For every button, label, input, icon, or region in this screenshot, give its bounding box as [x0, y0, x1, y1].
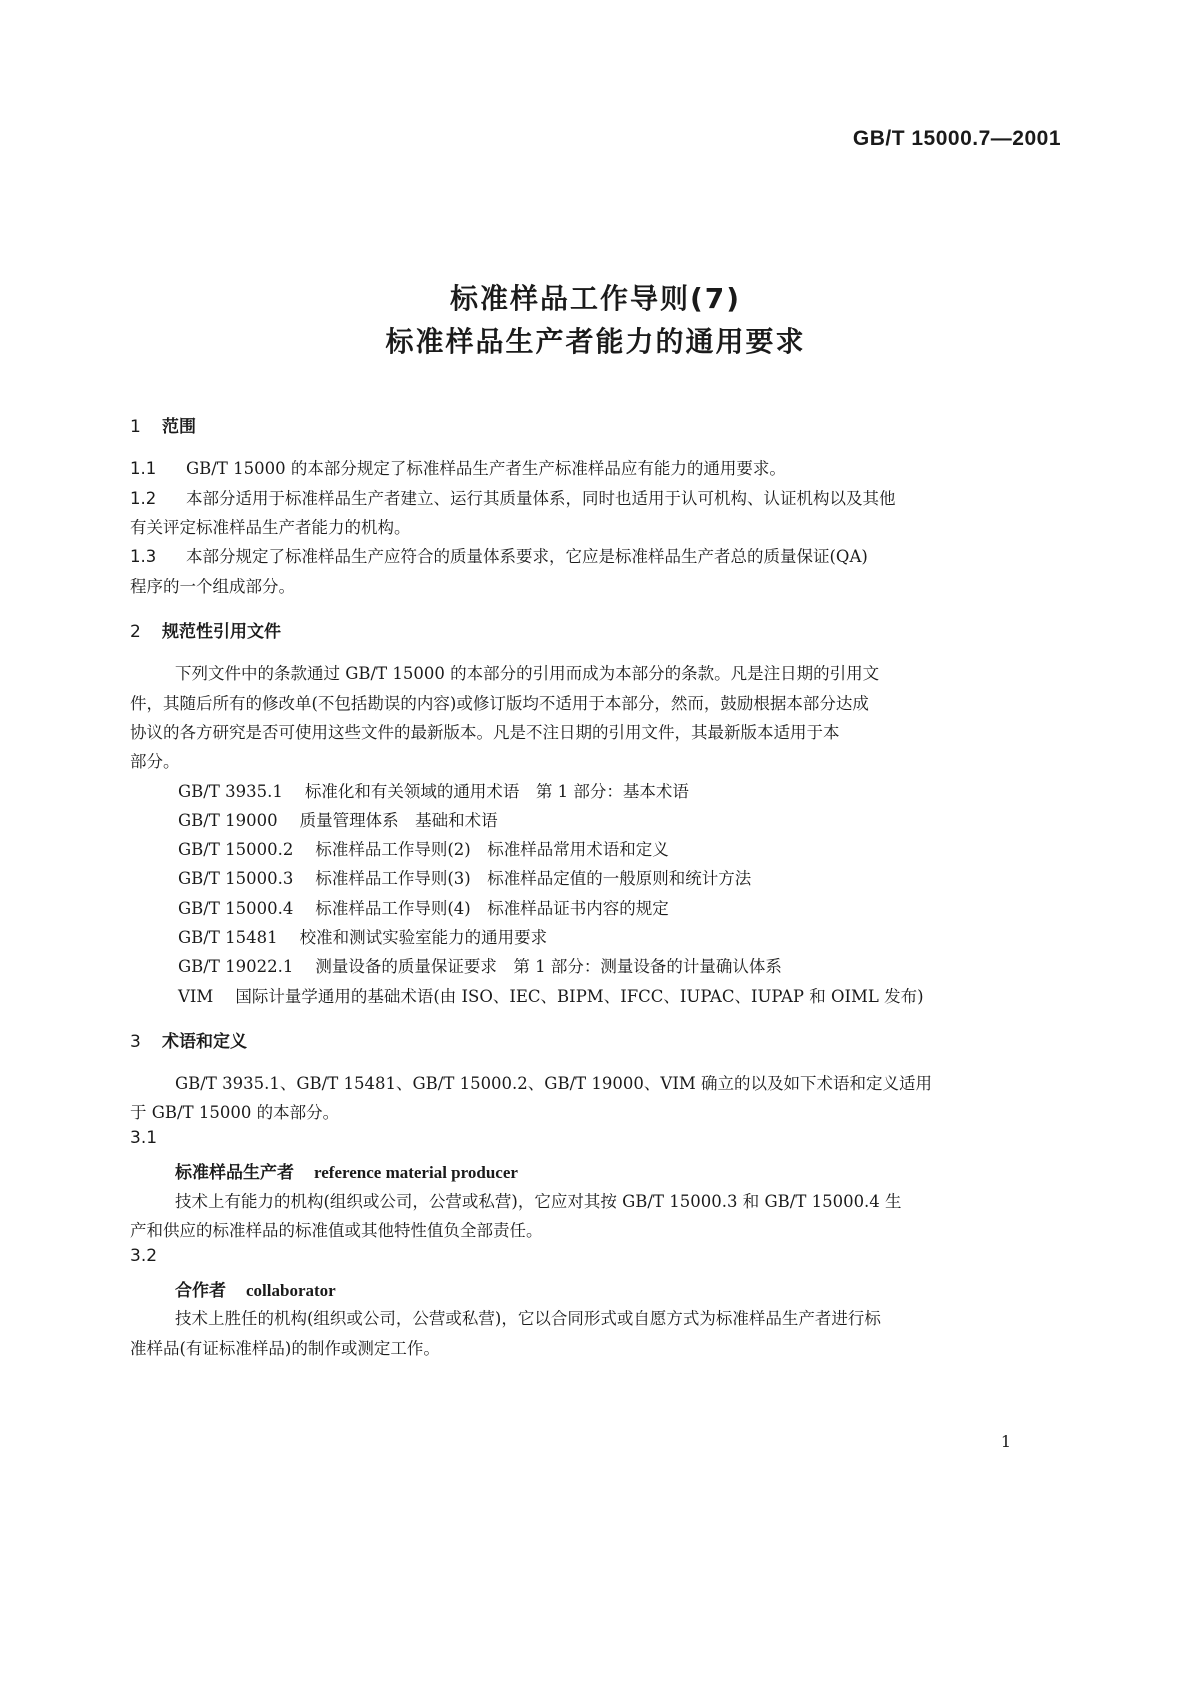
section-1-heading — [130, 412, 196, 437]
page-number: 1 — [1000, 1432, 1011, 1451]
term-chinese: 合作者 — [175, 1281, 226, 1301]
reference-title: 标准样品工作导则(3) 标准样品定值的一般原则和统计方法 — [315, 869, 752, 888]
reference-item — [178, 807, 498, 831]
term-english: reference material producer — [314, 1163, 518, 1182]
term-definition-line: 技术上胜任的机构(组织或公司，公营或私营)，它以合同形式或自愿方式为标准样品生产者进行标 — [175, 1309, 881, 1328]
section-2-heading — [130, 617, 281, 642]
section-3-paragraph-line: 于 GB/T 15000 的本部分。 — [130, 1103, 340, 1122]
section-number: 1 — [130, 417, 141, 437]
reference-title: 质量管理体系 基础和术语 — [299, 811, 498, 830]
section-3-heading — [130, 1027, 247, 1052]
reference-title: 国际计量学通用的基础术语(由 ISO、IEC、BIPM、IFCC、IUPAC、IUPAP 和 OIML 发布) — [235, 987, 924, 1006]
title-line-1: 标准样品工作导则(7) — [449, 282, 742, 315]
reference-code: GB/T 15000.4 — [178, 899, 294, 918]
section-title: 范围 — [162, 417, 196, 437]
reference-title: 测量设备的质量保证要求 第 1 部分：测量设备的计量确认体系 — [315, 957, 782, 976]
standard-code: GB/T 15000.7—2001 — [852, 127, 1061, 150]
term-chinese: 标准样品生产者 — [175, 1163, 294, 1183]
clause-number: 1.2 — [130, 489, 157, 508]
section-number: 2 — [130, 622, 141, 642]
reference-code: GB/T 15000.2 — [178, 840, 294, 859]
section-2-paragraph-line: 协议的各方研究是否可使用这些文件的最新版本。凡是不注日期的引用文件，其最新版本适用于本 — [130, 723, 840, 742]
term-english: collaborator — [246, 1281, 336, 1300]
section-2-paragraph-line: 下列文件中的条款通过 GB/T 15000 的本部分的引用而成为本部分的条款。凡是注日期的引用文 — [175, 664, 880, 683]
clause-number: 1.3 — [130, 547, 157, 566]
title-line-2: 标准样品生产者能力的通用要求 — [385, 325, 806, 358]
section-title: 术语和定义 — [162, 1032, 247, 1052]
reference-item — [178, 778, 689, 802]
reference-code: GB/T 3935.1 — [178, 782, 283, 801]
reference-item — [178, 895, 669, 919]
reference-code: GB/T 15000.3 — [178, 869, 294, 888]
term-number: 3.1 — [130, 1128, 158, 1148]
term-heading — [175, 1276, 336, 1301]
reference-item — [178, 983, 924, 1007]
clause-number: 1.1 — [130, 459, 157, 478]
term-definition-line: 产和供应的标准样品的标准值或其他特性值负全部责任。 — [130, 1221, 543, 1240]
clause-text: 本部分规定了标准样品生产应符合的质量体系要求，它应是标准样品生产者总的质量保证(QA) — [186, 547, 868, 566]
section-number: 3 — [130, 1032, 141, 1052]
term-heading — [175, 1158, 518, 1183]
reference-item — [178, 836, 669, 860]
reference-item — [178, 865, 751, 889]
reference-item — [178, 953, 782, 977]
section-2-paragraph-line: 件，其随后所有的修改单(不包括勘误的内容)或修订版均不适用于本部分，然而，鼓励根据本部分达成 — [130, 694, 869, 713]
term-definition-line: 技术上有能力的机构(组织或公司，公营或私营)，它应对其按 GB/T 15000.3 和 GB/T 15000.4 生 — [175, 1192, 902, 1211]
section-title: 规范性引用文件 — [162, 622, 281, 642]
reference-title: 标准化和有关领域的通用术语 第 1 部分：基本术语 — [304, 782, 689, 801]
term-number: 3.2 — [130, 1246, 158, 1266]
reference-code: GB/T 15481 — [178, 928, 278, 947]
clause-1-3 — [130, 543, 868, 567]
clause-1-3-continued: 程序的一个组成部分。 — [130, 577, 295, 596]
term-definition-line: 准样品(有证标准样品)的制作或测定工作。 — [130, 1339, 440, 1358]
reference-code: VIM — [178, 987, 214, 1006]
reference-code: GB/T 19022.1 — [178, 957, 294, 976]
clause-1-2 — [130, 485, 896, 509]
reference-code: GB/T 19000 — [178, 811, 278, 830]
section-3-paragraph-line: GB/T 3935.1、GB/T 15481、GB/T 15000.2、GB/T 19000、VIM 确立的以及如下术语和定义适用 — [175, 1074, 932, 1093]
reference-item — [178, 924, 547, 948]
reference-title: 校准和测试实验室能力的通用要求 — [299, 928, 548, 947]
clause-1-1 — [130, 455, 786, 479]
clause-1-2-continued: 有关评定标准样品生产者能力的机构。 — [130, 518, 411, 537]
clause-text: 本部分适用于标准样品生产者建立、运行其质量体系，同时也适用于认可机构、认证机构以及其他 — [186, 489, 896, 508]
clause-text: GB/T 15000 的本部分规定了标准样品生产者生产标准样品应有能力的通用要求。 — [186, 459, 786, 478]
section-2-paragraph-line: 部分。 — [130, 752, 180, 771]
reference-title: 标准样品工作导则(2) 标准样品常用术语和定义 — [315, 840, 669, 859]
reference-title: 标准样品工作导则(4) 标准样品证书内容的规定 — [315, 899, 669, 918]
